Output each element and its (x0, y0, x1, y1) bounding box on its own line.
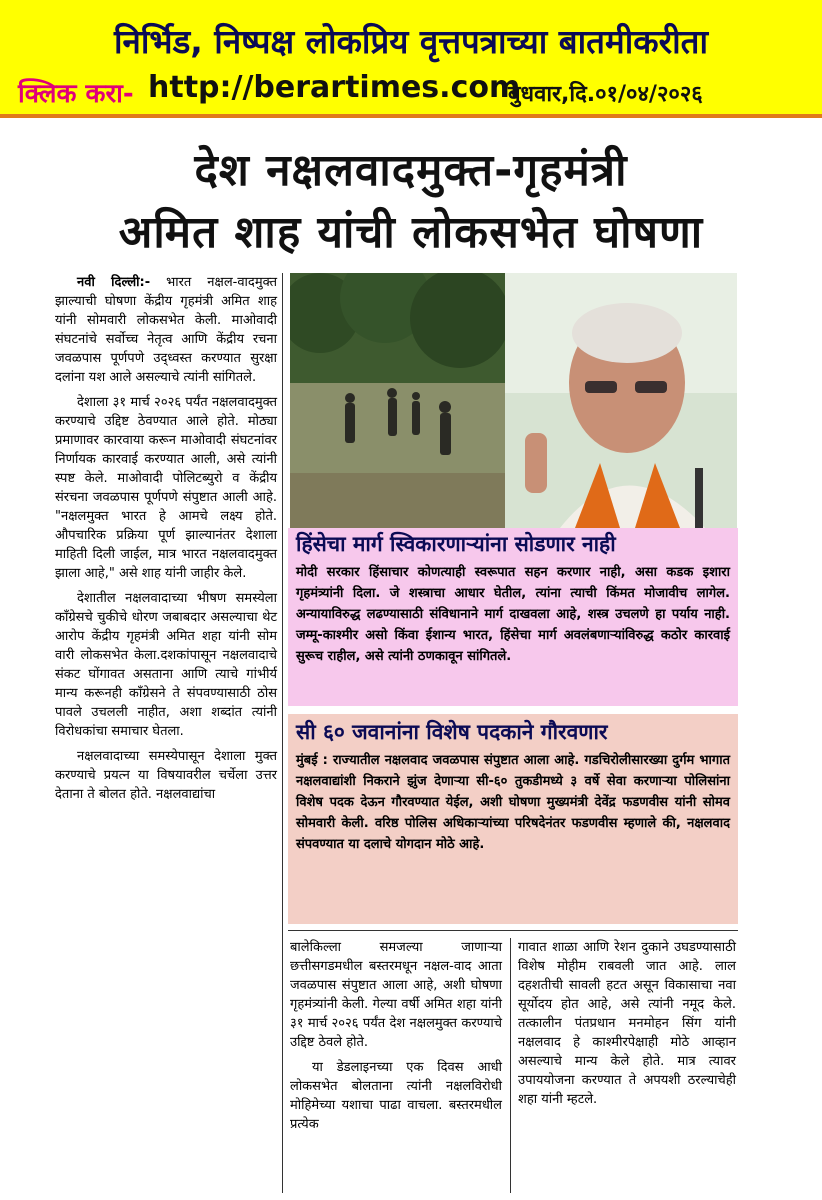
click-label[interactable]: क्लिक करा- (18, 79, 134, 109)
violence-warning-box (288, 528, 738, 706)
article-left-column (55, 273, 277, 810)
c60-honour-box (288, 714, 738, 924)
masthead (0, 0, 822, 118)
minister-portrait-photo (505, 273, 737, 528)
headline-line-2: अमित शाह यांची लोकसभेत घोषणा (118, 207, 704, 258)
column-divider (510, 938, 511, 1193)
column-divider (282, 273, 283, 1193)
box-title: हिंसेचा मार्ग स्विकारणाऱ्यांना सोडणार नाही (296, 532, 616, 556)
article-paragraph: नवी दिल्ली:- भारत नक्षल-वादमुक्त झाल्याची घोषणा केंद्रीय गृहमंत्री अमित शाह यांनी सोमवारी लोकसभेत केली. माओवादी संघटनांचे सर्वोच्च नेतृत्व आणि केंद्रीय रचना जवळपास पूर्णपणे उद्ध्वस्त करण्यात सुरक्षा दलांना यश आले असल्याचे त्यांनी सांगितले. (55, 275, 277, 385)
box-body: मोदी सरकार हिंसाचार कोणत्याही स्वरूपात सहन करणार नाही, असा कडक इशारा गृहमंत्र्यांनी दिला. जे शस्त्राचा आधार घेतील, त्यांना त्याची किंमत मोजावीच लागेल. अन्यायाविरुद्ध लढण्यासाठी संविधानाने मार्ग दाखवला आहे, शस्त्र उचलणे हा पर्याय नाही. जम्मू-काश्मीर असो किंवा ईशान्य भारत, हिंसेचा मार्ग अवलंबणाऱ्यांविरुद्ध कठोर कारवाई सुरूच राहील, असे त्यांनी ठणकावून सांगितले. (296, 565, 730, 664)
site-url-link[interactable]: http://berartimes.com (148, 70, 521, 105)
article-paragraph: देशाला ३१ मार्च २०२६ पर्यंत नक्षलवादमुक्त करण्याचे उद्दिष्ट ठेवण्यात आले होते. मोठ्या प्रमाणावर कारवाया करून माओवादी संघटनांवर निर्णायक कारवाई करण्यात आली, असे त्यांनी स्पष्ट केले. माओवादी पोलिटब्युरो व केंद्रीय संरचना जवळपास पूर्णपणे संपुष्टात आली आहे. "नक्षलमुक्त भारत हे आमचे लक्ष्य होते. औपचारिक प्रक्रिया पूर्ण झाल्यानंतर देशाला माहिती दिली जाईल, मात्र भारत नक्षलवादमुक्त झाला आहे," असे शाह यांनी जाहीर केले. (55, 395, 277, 581)
article-paragraph: नक्षलवादाच्या समस्येपासून देशाला मुक्त करण्याचे प्रयत्न या विषयावरील चर्चेला उत्तर देताना ते बोलत होते. नक्षलवाद्यांचा (55, 749, 277, 802)
article-paragraph: देशातील नक्षलवादाच्या भीषण समस्येला काँग्रेसचे चुकीचे धोरण जबाबदार असल्याचा थेट आरोप केंद्रीय गृहमंत्री अमित शहा यांनी सोम वारी लोकसभेत केला.दशकांपासून नक्षलवादाचे संकट घोंगावत असताना आणि त्याचे गांभीर्य मान्य करूनही काँग्रेसने ते संपवण्यासाठी ठोस पावले उचलली नाहीत, अशा शब्दांत त्यांनी विरोधकांचा समाचार घेतला. (55, 591, 277, 739)
article-paragraph: गावात शाळा आणि रेशन दुकाने उघडण्यासाठी विशेष मोहीम राबवली जात आहे. लाल दहशतीची सावली हटत असून विकासाचा नवा सूर्योदय होत आहे, असे त्यांनी नमूद केले. तत्कालीन पंतप्रधान मनमोहन सिंग यांनी नक्षलवाद हे काश्मीरपेक्षाही मोठे आव्हान असल्याचे मान्य केले होते. मात्र त्यावर उपाययोजना करण्यात ते अपयशी ठरल्याचेही शहा यांनी म्हटले. (518, 940, 736, 1107)
article-paragraph: या डेडलाइनच्या एक दिवस आधी लोकसभेत बोलताना त्यांनी नक्षलविरोधी मोहिमेच्या यशाचा पाढा वाचला. बस्तरमधील प्रत्येक (290, 1060, 502, 1132)
headline-line-1: देश नक्षलवादमुक्त-गृहमंत्री (194, 145, 628, 196)
dateline: नवी दिल्ली:- (77, 275, 151, 290)
article-middle-column (290, 938, 502, 1140)
issue-date: बुधवार,दि.०१/०४/२०२६ (508, 82, 703, 107)
box-body: मुंबई : राज्यातील नक्षलवाद जवळपास संपुष्टात आला आहे. गडचिरोलीसारख्या दुर्गम भागात नक्षलवाद्यांशी निकराने झुंज देणाऱ्या सी-६० तुकडीमध्ये ३ वर्षे सेवा करणाऱ्या पोलिसांना विशेष पदक देऊन गौरवण्यात येईल, अशी घोषणा मुख्यमंत्री देवेंद्र फडणवीस यांनी सोमव सोमवारी केली. वरिष्ठ पोलिस अधिकाऱ्यांच्या परिषदेनंतर फडणवीस म्हणाले की, नक्षलवाद संपवण्यात या दलाचे योगदान मोठे आहे. (296, 753, 730, 852)
section-divider (288, 930, 738, 931)
article-paragraph: बालेकिल्ला समजल्या जाणाऱ्या छत्तीसगडमधील बस्तरमधून नक्षल-वाद आता जवळपास संपुष्टात आला आहे, अशी घोषणा गृहमंत्र्यांनी केली. गेल्या वर्षी अमित शहा यांनी ३१ मार्च २०२६ पर्यंत देश नक्षलमुक्त करण्याचे उद्दिष्ट ठेवले होते. (290, 940, 502, 1050)
forest-patrol-photo (290, 273, 505, 528)
box-title: सी ६० जवानांना विशेष पदकाने गौरवणार (296, 720, 608, 744)
article-right-column (518, 938, 736, 1115)
masthead-tagline: निर्भिड, निष्पक्ष लोकप्रिय वृत्तपत्राच्या बातमीकरीता (113, 22, 708, 61)
